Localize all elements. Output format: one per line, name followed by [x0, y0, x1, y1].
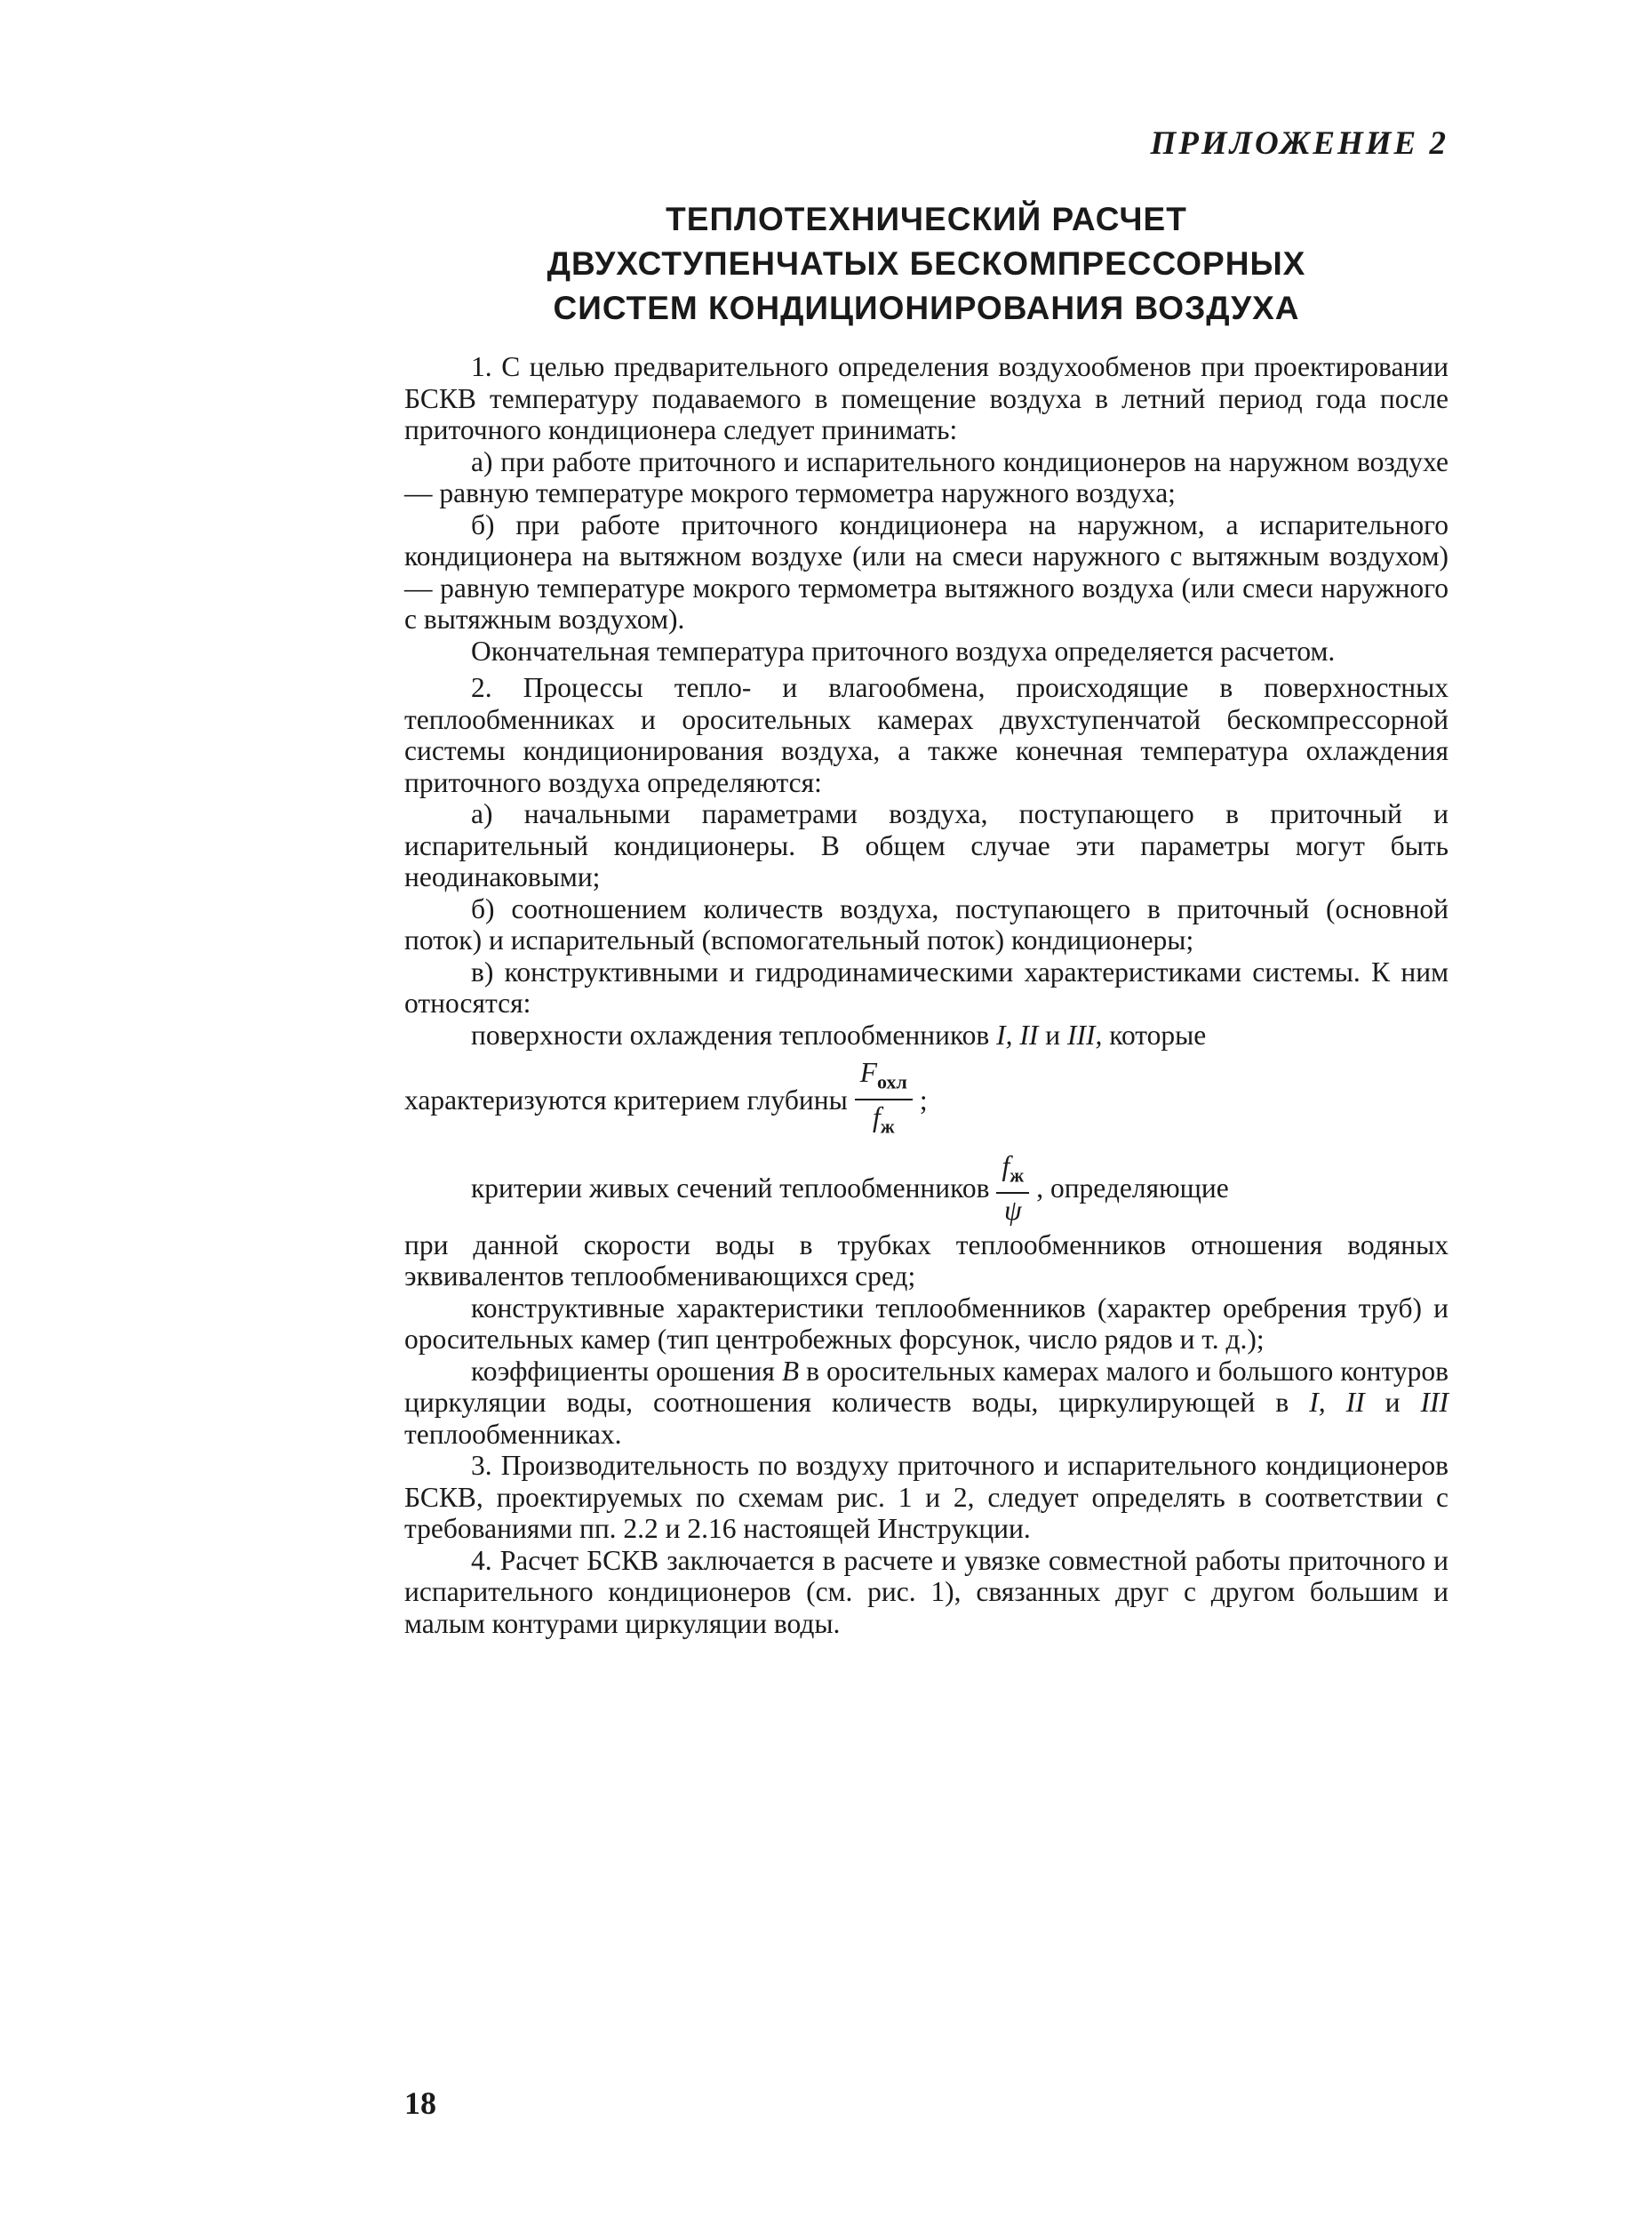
numerator-subscript: ж — [1010, 1163, 1025, 1186]
paragraph-2i — [404, 1356, 1448, 1451]
numerator-symbol: f — [1002, 1149, 1010, 1181]
symbol-b: B — [781, 1355, 800, 1387]
numerator-symbol: F — [859, 1057, 878, 1088]
roman-numeral: I, II — [1309, 1387, 1365, 1419]
paragraph-2h: конструктивные характеристики теплообменников (характер оребрения труб) и оросительных камер (тип центробежных форсунок, число рядов и т. д.); — [404, 1292, 1448, 1356]
fraction-denominator: ψ — [1004, 1194, 1022, 1226]
roman-numeral: III — [1420, 1387, 1448, 1419]
denominator-subscript: ж — [880, 1115, 895, 1138]
fraction-denominator — [873, 1100, 895, 1141]
text-span: которые — [1102, 1019, 1207, 1051]
numerator-subscript: охл — [877, 1070, 907, 1093]
section-criterion-text: критерии живых сечений теплообменников — [471, 1172, 990, 1204]
paragraph-2a: а) начальными параметрами воздуха, поступающего в приточный и испарительный кондиционеры. В общем случае эти параметры могут быть неодинаковыми; — [404, 798, 1448, 892]
depth-criterion-line — [404, 1058, 1448, 1142]
paragraph-1a: а) при работе приточного и испарительного кондиционеров на наружном воздухе — равную температуре мокрого термометра наружного воздуха; — [404, 445, 1448, 508]
document-body — [404, 351, 1448, 1639]
text-span: поверхности охлаждения теплообменников — [471, 1019, 997, 1051]
section-criterion-line — [404, 1151, 1448, 1226]
paragraph-2b: б) соотношением количеств воздуха, поступающего в приточный (основной поток) и испарительный (вспомогательный поток) кондиционеры; — [404, 892, 1448, 956]
document-page — [404, 124, 1448, 2151]
paragraph-2g: при данной скорости воды в трубках теплообменников отношения водяных эквивалентов теплообменивающихся сред; — [404, 1228, 1448, 1292]
text-span: и — [1364, 1387, 1421, 1419]
title-line-1: ТЕПЛОТЕХНИЧЕСКИЙ РАСЧЕТ — [666, 201, 1187, 237]
roman-numeral: III, — [1067, 1019, 1103, 1051]
paragraph-4: 4. Расчет БСКВ заключается в расчете и увязке совместной работы приточного и испарительного кондиционеров (см. рис. 1), связанных друг с другом большим и малым контурами циркуляции воды. — [404, 1544, 1448, 1639]
section-criterion-fraction — [996, 1151, 1029, 1226]
depth-criterion-fraction — [855, 1058, 913, 1142]
roman-numeral: I, II — [996, 1019, 1039, 1051]
fraction-numerator — [996, 1151, 1029, 1194]
text-span: теплообменниках. — [404, 1418, 622, 1450]
text-span: коэффициенты орошения — [471, 1355, 782, 1387]
appendix-label: ПРИЛОЖЕНИЕ 2 — [1150, 125, 1448, 162]
fraction-numerator — [855, 1058, 913, 1100]
paragraph-1c: Окончательная температура приточного воздуха определяется расчетом. — [471, 635, 1336, 667]
text-span: и — [1038, 1019, 1067, 1051]
paragraph-2d — [404, 1020, 1448, 1052]
fraction-tail: ; — [919, 1084, 928, 1116]
title-line-2: ДВУХСТУПЕНЧАТЫХ БЕСКОМПРЕССОРНЫХ — [547, 245, 1306, 282]
paragraph-1b: б) при работе приточного кондиционера на наружном, а испарительного кондиционера на вытяжном воздухе (или на смеси наружного с вытяжным воздухом) — равную температуре мокрого термометра вытяжного воздуха (или смеси наружного с вытяжным воздухом). — [404, 508, 1448, 635]
paragraph-2: 2. Процессы тепло- и влагообмена, происходящие в поверхностных теплообменниках и оросительных камерах двухступенчатой бескомпрессорной системы кондиционирования воздуха, а также конечная температура охлаждения приточного воздуха определяются: — [404, 672, 1448, 798]
depth-criterion-text: характеризуются критерием глубины — [404, 1084, 848, 1116]
paragraph-1: 1. С целью предварительного определения воздухообменов при проектировании БСКВ температуру подаваемого в помещение воздуха в летний период года после приточного кондиционера следует принимать: — [404, 351, 1448, 445]
text-span: в оросительных камерах малого и большого контуров циркуляции воды, соотношения количеств воды, циркулирующей в — [404, 1355, 1448, 1419]
document-title — [404, 197, 1448, 331]
section-criterion-tail: , определяющие — [1036, 1172, 1229, 1204]
paragraph-3: 3. Производительность по воздуху приточного и испарительного кондиционеров БСКВ, проектируемых по схемам рис. 1 и 2, следует определять в соответствии с требованиями пп. 2.2 и 2.16 настоящей Инструкции. — [404, 1450, 1448, 1545]
denominator-symbol: f — [872, 1101, 881, 1133]
page-number: 18 — [404, 2085, 436, 2121]
paragraph-2c: в) конструктивными и гидродинамическими характеристиками системы. К ним относятся: — [404, 956, 1448, 1019]
title-line-3: СИСТЕМ КОНДИЦИОНИРОВАНИЯ ВОЗДУХА — [553, 290, 1300, 326]
